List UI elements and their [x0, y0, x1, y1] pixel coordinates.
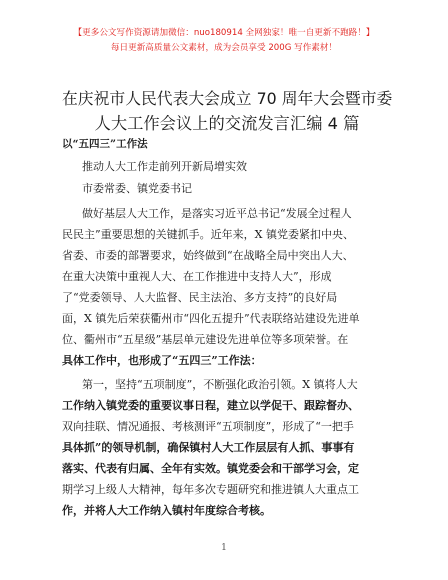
paragraph-2-line: 工作纳入镇党委的重要议事日程，建立以学促干、跟踪督办、 — [62, 399, 359, 412]
paragraph-2-line: 第一，坚持“五项制度”，不断强化政治引领。X 镇将人大 — [82, 378, 358, 391]
paragraph-1-line: 省委、市委的部署要求，始终做到“在战略全局中突出人大、 — [62, 249, 354, 262]
paragraph-1-line: 了“党委领导、人大监督、民主法治、多方支持”的良好局 — [62, 291, 338, 304]
document-title-line-1: 在庆祝市人民代表大会成立 70 周年大会暨市委 — [62, 89, 393, 108]
promo-banner-line-1: 【更多公文写作资源请加微信：nuo180914 全网独家！唯一自更新不跑路！】 — [73, 28, 375, 38]
promo-banner-line-2: 每日更新高质量公文素材，成为会员享受 200G 写作素材！ — [110, 43, 338, 53]
paragraph-2-line: 作，并将人大工作纳入镇村年度综合考核。 — [62, 504, 271, 517]
paragraph-1-line: 面，X 镇先后荣获衢州市“四化五提升”代表联络站建设先进单 — [62, 312, 360, 325]
section-heading: 以“五四三”工作法 — [62, 138, 148, 150]
paragraph-2-line: 落实、代表有归属、全年有实效。镇党委会和干部学习会，定 — [62, 462, 359, 475]
document-title-line-2: 人大工作会议上的交流发言汇编 4 篇 — [94, 114, 360, 133]
paragraph-2-line: 期学习上级人大精神，每年多次专题研究和推进镇人大重点工 — [62, 483, 359, 496]
paragraph-2-line: 具体抓”的领导机制，确保镇村人大工作层层有人抓、事事有 — [62, 441, 355, 454]
paragraph-1-line: 做好基层人大工作，是落实习近平总书记“发展全过程人 — [82, 207, 352, 220]
speech-subtitle: 推动人大工作走前列开新局增实效 — [82, 160, 247, 173]
paragraph-1-line: 在重大决策中重视人大、在工作推进中支持人大”，形成 — [62, 270, 332, 283]
paragraph-1-line: 具体工作中，也形成了“五四三”工作法： — [62, 354, 262, 367]
paragraph-1-line: 位、衢州市“五星级”基层单元建设先进单位等多项荣誉。在 — [62, 333, 349, 346]
page-number: 1 — [221, 543, 227, 553]
paragraph-2-line: 双向挂联、情况通报、考核测评“五项制度”，形成了“一把手 — [62, 420, 354, 433]
paragraph-1-line: 民民主”重要思想的关键抓手。近年来，X 镇党委紧扣中央、 — [62, 228, 354, 241]
speech-author: 市委常委、镇党委书记 — [82, 182, 192, 195]
